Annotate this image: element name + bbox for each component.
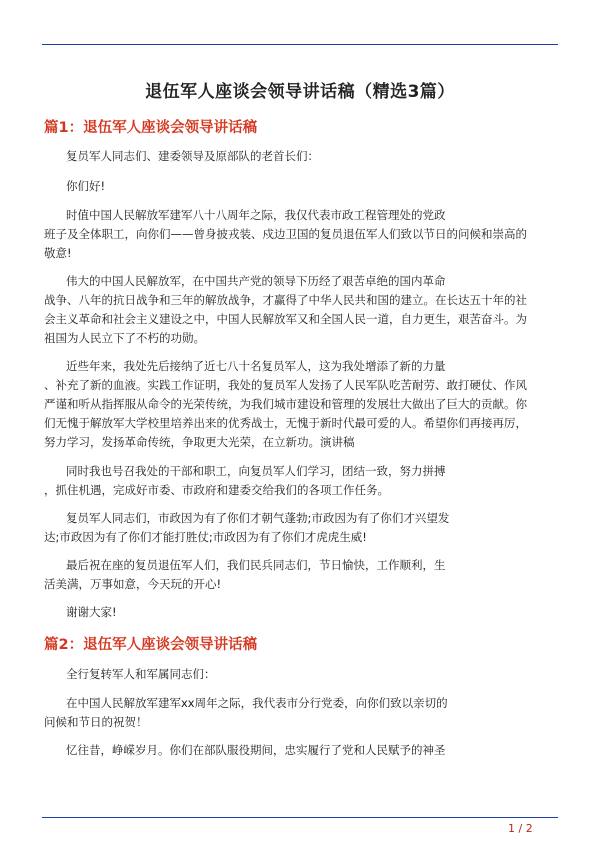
paragraph-line: 班子及全体职工，向你们——曾身披戎装、戍边卫国的复员退伍军人们致以节日的问候和崇高的 (44, 227, 527, 241)
paragraph-line: 战争、八年的抗日战争和三年的解放战争，才赢得了中华人民共和国的建立。在长达五十年的社 (44, 293, 527, 307)
paragraph (44, 357, 560, 452)
paragraph (44, 741, 560, 760)
paragraph-line: 最后祝在座的复员退伍军人们，我们民兵同志们，节日愉快，工作顺利，生 (66, 558, 446, 572)
paragraph-line: 近些年来，我处先后接纳了近七八十名复员军人，这为我处增添了新的力量 (66, 359, 446, 373)
paragraph-line: 祖国为人民立下了不朽的功勋。 (44, 331, 205, 345)
paragraph (44, 694, 560, 732)
paragraph-line: 问候和节日的祝贺！ (44, 715, 148, 729)
paragraph (44, 603, 560, 622)
section-heading: 篇1：退伍军人座谈会领导讲话稿 (44, 120, 258, 136)
paragraph-line: ，抓住机遇，完成好市委、市政府和建委交给我们的各项工作任务。 (44, 483, 389, 497)
paragraph-line: 、补充了新的血液。实践工作证明，我处的复员军人发扬了人民军队吃苦耐劳、敢打硬仗、作风 (44, 378, 527, 392)
paragraph-line: 复员军人同志们，市政因为有了你们才朝气蓬勃;市政因为有了你们才兴望发 (66, 511, 450, 525)
paragraph (44, 147, 560, 166)
paragraph-line: 会主义革命和社会主义建设之中，中国人民解放军又和全国人民一道，自力更生，艰苦奋斗。为 (44, 312, 527, 326)
paragraph (44, 206, 560, 263)
paragraph-line: 达;市政因为有了你们才能打胜仗;市政因为有了你们才虎虎生威! (44, 530, 367, 544)
paragraph-line: 你们好! (66, 179, 106, 193)
paragraph (44, 509, 560, 547)
paragraph-line: 活美满，万事如意，今天玩的开心! (44, 577, 222, 591)
paragraph-line: 谢谢大家! (66, 605, 117, 619)
document-title: 退伍军人座谈会领导讲话稿（精选3篇） (145, 82, 455, 102)
paragraph-line: 时值中国人民解放军建军八十八周年之际，我仅代表市政工程管理处的党政 (66, 208, 446, 222)
paragraph (44, 556, 560, 594)
header-rule (42, 44, 558, 45)
paragraph-line: 全行复转军人和军属同志们： (66, 667, 216, 681)
paragraph-line: 严谨和听从指挥服从命令的光荣传统，为我们城市建设和管理的发展壮大做出了巨大的贡献。你 (44, 397, 527, 411)
paragraph-line: 同时我也号召我处的干部和职工，向复员军人们学习，团结一致，努力拼搏 (66, 464, 446, 478)
paragraph (44, 272, 560, 348)
page-number: 1 / 2 (508, 822, 533, 835)
paragraph-line: 们无愧于解放军大学校里培养出来的优秀战士，无愧于新时代最可爱的人。希望你们再接再厉， (44, 416, 527, 430)
paragraph-line: 努力学习，发扬革命传统，争取更大光荣，在立新功。演讲稿 (44, 435, 355, 449)
paragraph (44, 177, 560, 196)
paragraph (44, 462, 560, 500)
section-heading: 篇2：退伍军人座谈会领导讲话稿 (44, 637, 258, 653)
paragraph-line: 敬意! (44, 246, 72, 260)
paragraph-line: 在中国人民解放军建军xx周年之际，我代表市分行党委，向你们致以亲切的 (66, 696, 448, 710)
paragraph-line: 忆往昔，峥嵘岁月。你们在部队服役期间，忠实履行了党和人民赋予的神圣 (66, 743, 446, 757)
paragraph (44, 665, 560, 684)
paragraph-line: 复员军人同志们、建委领导及原部队的老首长们： (66, 149, 319, 163)
paragraph-line: 伟大的中国人民解放军，在中国共产党的领导下历经了艰苦卓绝的国内革命 (66, 274, 446, 288)
footer-rule (42, 817, 558, 818)
